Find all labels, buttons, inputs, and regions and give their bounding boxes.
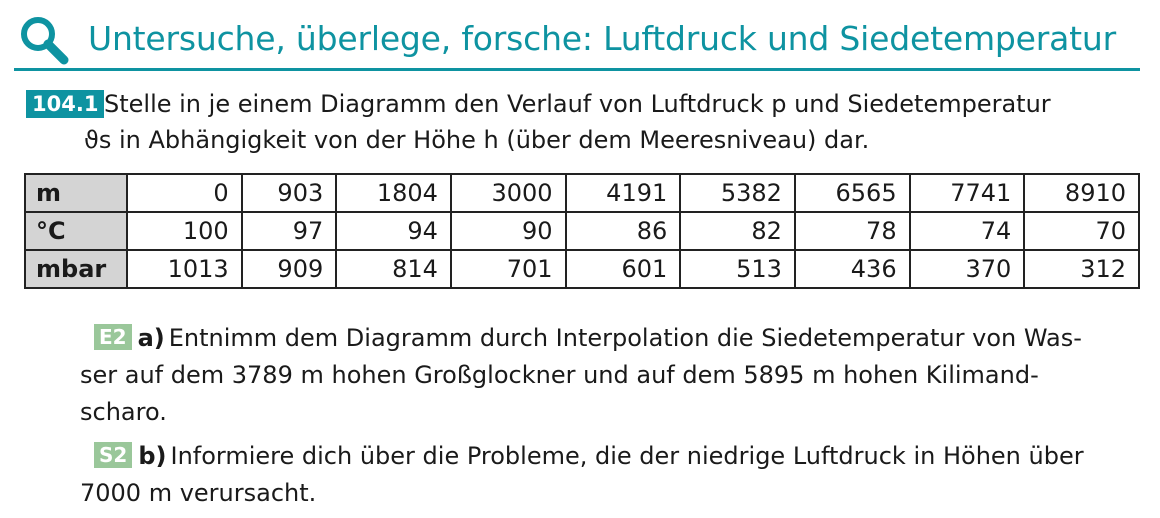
row-header: m	[25, 174, 127, 212]
magnifier-icon	[18, 14, 70, 66]
table-cell: 701	[451, 250, 566, 288]
table-cell: 7741	[910, 174, 1025, 212]
measurement-table	[24, 173, 1140, 289]
part-label: a)	[137, 324, 165, 352]
table-cell: 1013	[127, 250, 242, 288]
subtask-a-line-2: ser auf dem 3789 m hohen Großglockner und auf dem 5895 m hohen Kilimand-	[80, 361, 1039, 389]
table-cell: 100	[127, 212, 242, 250]
difficulty-badge: E2	[94, 324, 132, 350]
table-cell: 3000	[451, 174, 566, 212]
table-cell: 513	[680, 250, 795, 288]
task-number-badge: 104.1	[26, 90, 104, 118]
table-cell: 74	[910, 212, 1025, 250]
subtask-a-line-3: scharo.	[80, 398, 167, 426]
subtask-b-line-2: 7000 m verursacht.	[80, 479, 317, 507]
part-label: b)	[138, 442, 167, 470]
subtask-b	[80, 438, 1140, 512]
table-cell: 903	[242, 174, 337, 212]
table-cell: 70	[1024, 212, 1139, 250]
table-cell: 6565	[795, 174, 910, 212]
subtask-b-line-1: Informiere dich über die Probleme, die der niedrige Luftdruck in Höhen über	[170, 442, 1084, 470]
task-line-1: Stelle in je einem Diagramm den Verlauf von Luftdruck p und Siedetemperatur	[104, 90, 1051, 118]
table-cell: 601	[566, 250, 681, 288]
table-cell: 4191	[566, 174, 681, 212]
table-cell: 90	[451, 212, 566, 250]
table-cell: 814	[336, 250, 451, 288]
row-header: mbar	[25, 250, 127, 288]
table-cell: 97	[242, 212, 337, 250]
table-cell: 5382	[680, 174, 795, 212]
subtask-a-line-1: Entnimm dem Diagramm durch Interpolation die Siedetemperatur von Was-	[168, 324, 1082, 352]
header-divider	[14, 68, 1140, 71]
task-line-2: ϑs in Abhängigkeit von der Höhe h (über dem Meeresniveau) dar.	[84, 126, 870, 154]
table-cell: 94	[336, 212, 451, 250]
table-row	[25, 174, 1139, 212]
subtask-a	[80, 320, 1140, 431]
table-cell: 909	[242, 250, 337, 288]
table-cell: 86	[566, 212, 681, 250]
table-cell: 312	[1024, 250, 1139, 288]
table-cell: 8910	[1024, 174, 1139, 212]
table-cell: 82	[680, 212, 795, 250]
table-cell: 370	[910, 250, 1025, 288]
table-cell: 78	[795, 212, 910, 250]
table-cell: 0	[127, 174, 242, 212]
table-row	[25, 212, 1139, 250]
difficulty-badge: S2	[94, 442, 132, 468]
section-title: Untersuche, überlege, forsche: Luftdruck und Siedetemperatur	[88, 19, 1116, 58]
table-cell: 1804	[336, 174, 451, 212]
section-header	[14, 8, 1144, 64]
task-description	[84, 86, 1140, 158]
table-cell: 436	[795, 250, 910, 288]
row-header: °C	[25, 212, 127, 250]
table-row	[25, 250, 1139, 288]
